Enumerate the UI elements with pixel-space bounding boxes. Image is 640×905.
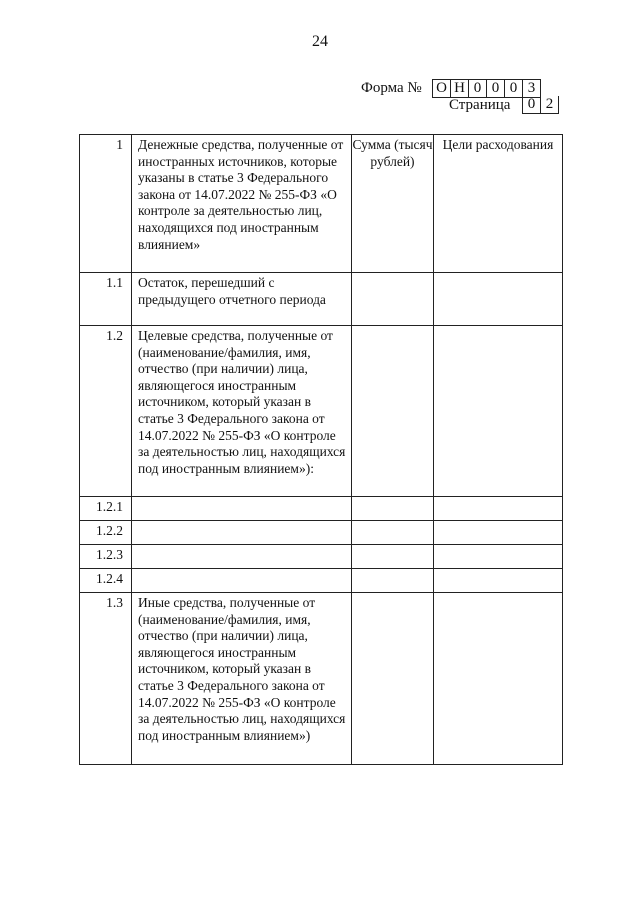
goals-cell[interactable] — [434, 273, 563, 326]
form-code-char: 0 — [505, 80, 523, 97]
row-description: Денежные средства, полученные от иностранных источников, которые указаны в статье 3 Федерального закона от 14.07.2022 № 255-ФЗ «О контроле за деятельностью лиц, находящихся под иностранным влиянием» — [132, 135, 352, 273]
row-description: Иные средства, полученные от (наименование/фамилия, имя, отчество (при наличии) лица, являющегося иностранным источником, который указан в статье 3 Федерального закона от 14.07.2022 № 255-ФЗ «О контроле за деятельностью лиц, находящихся под иностранным влиянием») — [132, 593, 352, 765]
goals-cell[interactable] — [434, 593, 563, 765]
form-code-char: 3 — [527, 80, 536, 96]
sum-cell[interactable] — [352, 521, 434, 545]
form-code-char: 0 — [487, 80, 505, 97]
page-code-box — [522, 96, 559, 114]
row-number: 1.2.3 — [80, 545, 132, 569]
row-description[interactable] — [132, 569, 352, 593]
row-number: 1 — [80, 135, 132, 273]
goals-cell[interactable] — [434, 569, 563, 593]
table-row — [80, 273, 563, 326]
goals-cell[interactable] — [434, 497, 563, 521]
row-description: Остаток, перешедший с предыдущего отчетного периода — [132, 273, 352, 326]
sum-cell[interactable] — [352, 497, 434, 521]
goals-column-header: Цели расходования — [434, 135, 563, 273]
goals-cell[interactable] — [434, 521, 563, 545]
row-description[interactable] — [132, 545, 352, 569]
row-number: 1.1 — [80, 273, 132, 326]
form-code-char: Н — [451, 80, 469, 97]
page-code-char: 0 — [523, 96, 541, 113]
table-row — [80, 521, 563, 545]
sum-cell[interactable] — [352, 569, 434, 593]
row-description: Целевые средства, полученные от (наименование/фамилия, имя, отчество (при наличии) лица, являющегося иностранным источником, который указан в статье 3 Федерального закона от 14.07.2022 № 255-ФЗ «О контроле за деятельностью лиц, находящихся под иностранным влиянием»): — [132, 326, 352, 497]
form-code-char: О — [433, 80, 451, 97]
page-code-char: 2 — [545, 96, 554, 112]
report-table — [79, 134, 563, 765]
sum-cell[interactable] — [352, 273, 434, 326]
table-row — [80, 326, 563, 497]
sum-cell[interactable] — [352, 545, 434, 569]
row-number: 1.2.2 — [80, 521, 132, 545]
form-code-char: 0 — [469, 80, 487, 97]
page-number: 24 — [312, 33, 328, 50]
table-header-row — [80, 135, 563, 273]
form-number-label: Форма № — [361, 80, 422, 96]
row-number: 1.2 — [80, 326, 132, 497]
page-label: Страница — [449, 97, 511, 113]
goals-cell[interactable] — [434, 326, 563, 497]
sum-cell[interactable] — [352, 593, 434, 765]
row-number: 1.2.4 — [80, 569, 132, 593]
goals-cell[interactable] — [434, 545, 563, 569]
row-description[interactable] — [132, 521, 352, 545]
table-row — [80, 497, 563, 521]
row-number: 1.3 — [80, 593, 132, 765]
sum-cell[interactable] — [352, 326, 434, 497]
table-row — [80, 545, 563, 569]
row-number: 1.2.1 — [80, 497, 132, 521]
row-description[interactable] — [132, 497, 352, 521]
sum-column-header: Сумма (тысяч рублей) — [352, 135, 434, 273]
table-row — [80, 593, 563, 765]
table-row — [80, 569, 563, 593]
